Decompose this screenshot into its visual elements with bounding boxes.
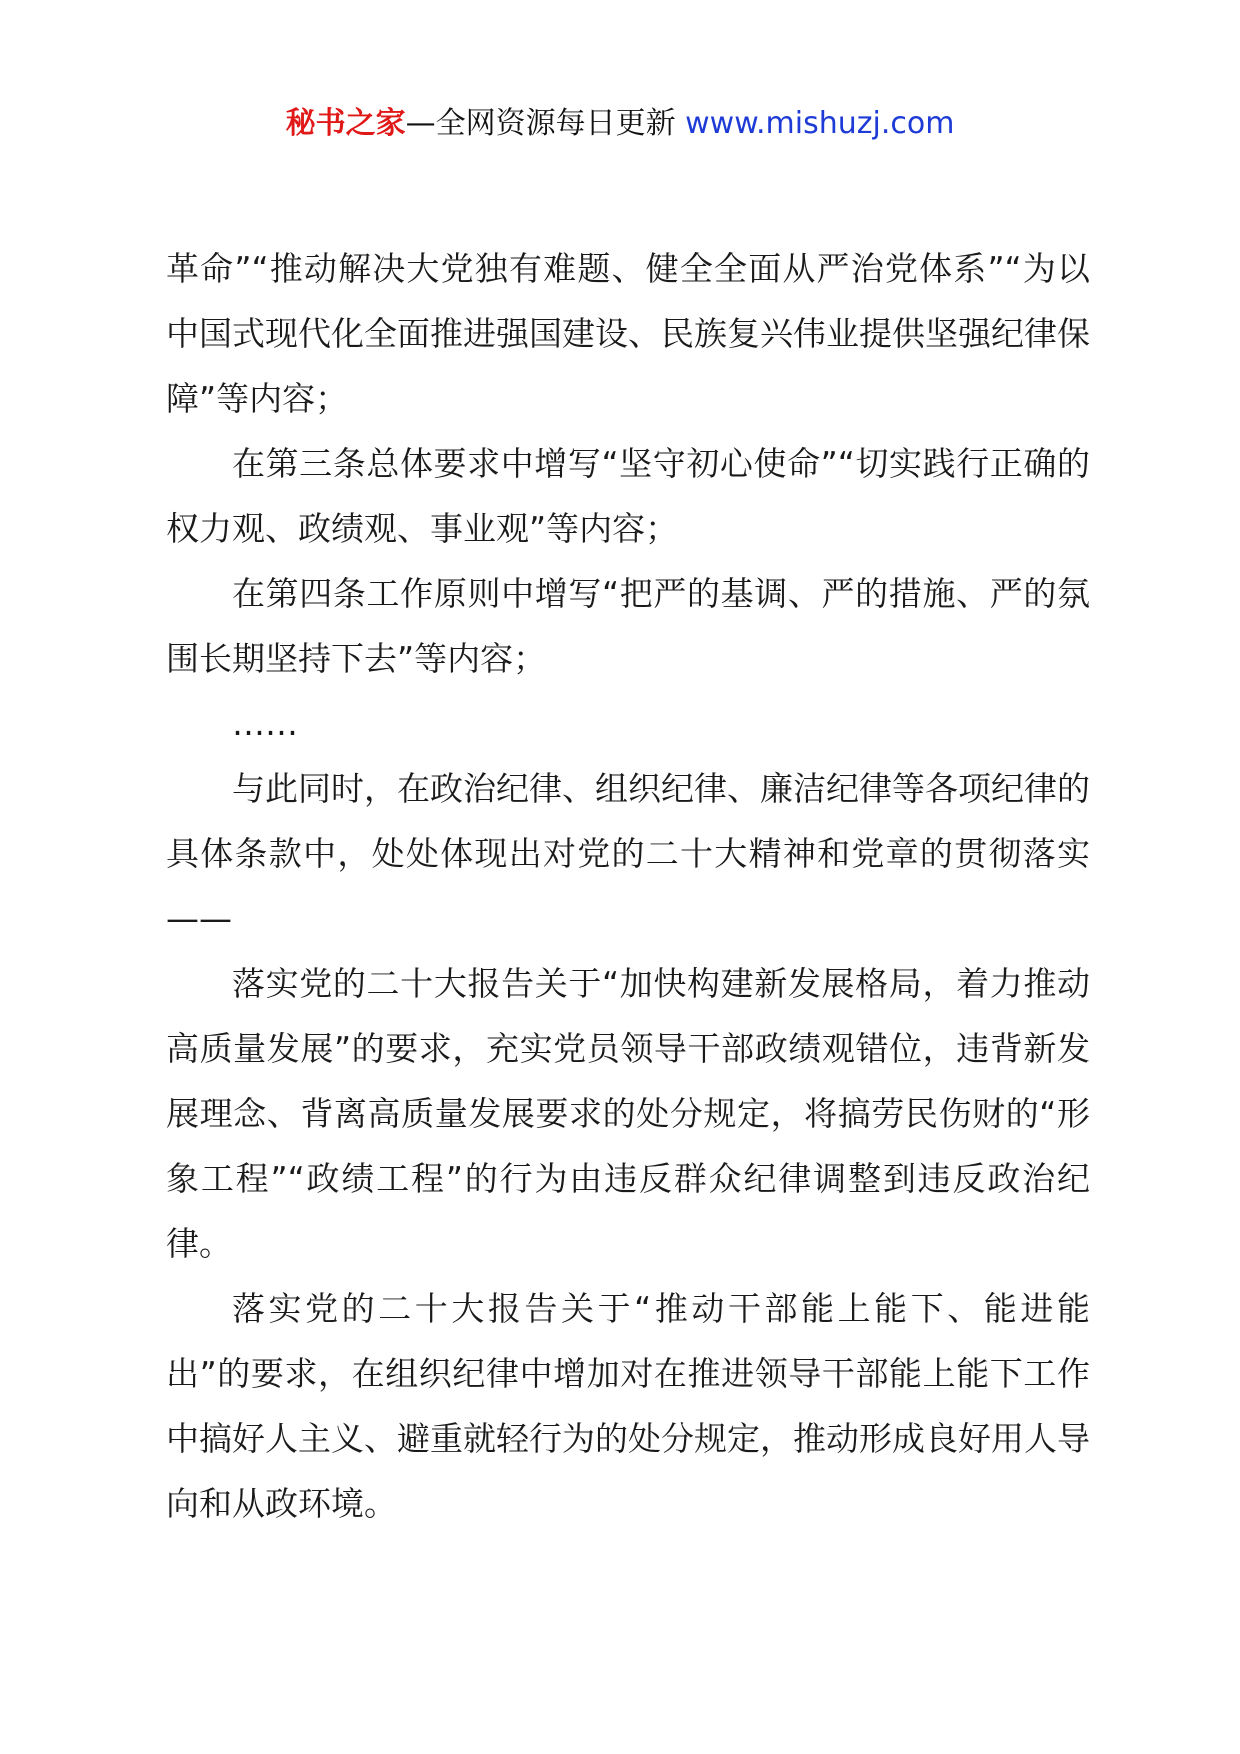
paragraph: 在第四条工作原则中增写“把严的基调、严的措施、严的氛围长期坚持下去”等内容；: [166, 574, 1090, 678]
header-tagline: —全网资源每日更新: [405, 106, 676, 141]
paragraph: 落实党的二十大报告关于“加快构建新发展格局，着力推动高质量发展”的要求，充实党员领导干部政绩观错位，违背新发展理念、背离高质量发展要求的处分规定，将搞劳民伤财的“形象工程”“政绩工程”的行为由违反群众纪律调整到违反政治纪律。: [166, 964, 1090, 1263]
header-url-link[interactable]: www.mishuzj.com: [685, 106, 955, 141]
paragraph: 落实党的二十大报告关于“推动干部能上能下、能进能出”的要求，在组织纪律中增加对在推进领导干部能上能下工作中搞好人主义、避重就轻行为的处分规定，推动形成良好用人导向和从政环境。: [166, 1289, 1090, 1523]
paragraph: 与此同时，在政治纪律、组织纪律、廉洁纪律等各项纪律的具体条款中，处处体现出对党的二十大精神和党章的贯彻落实——: [166, 769, 1090, 938]
document-body: [166, 236, 1090, 1536]
page-header: [0, 102, 1240, 146]
paragraph-ellipsis: ……: [232, 704, 298, 743]
paragraph: 在第三条总体要求中增写“坚守初心使命”“切实践行正确的权力观、政绩观、事业观”等内容；: [166, 444, 1090, 548]
header-brand: 秘书之家: [285, 106, 406, 141]
paragraph-continuation: 革命”“推动解决大党独有难题、健全全面从严治党体系”“为以中国式现代化全面推进强国建设、民族复兴伟业提供坚强纪律保障”等内容；: [166, 249, 1090, 418]
